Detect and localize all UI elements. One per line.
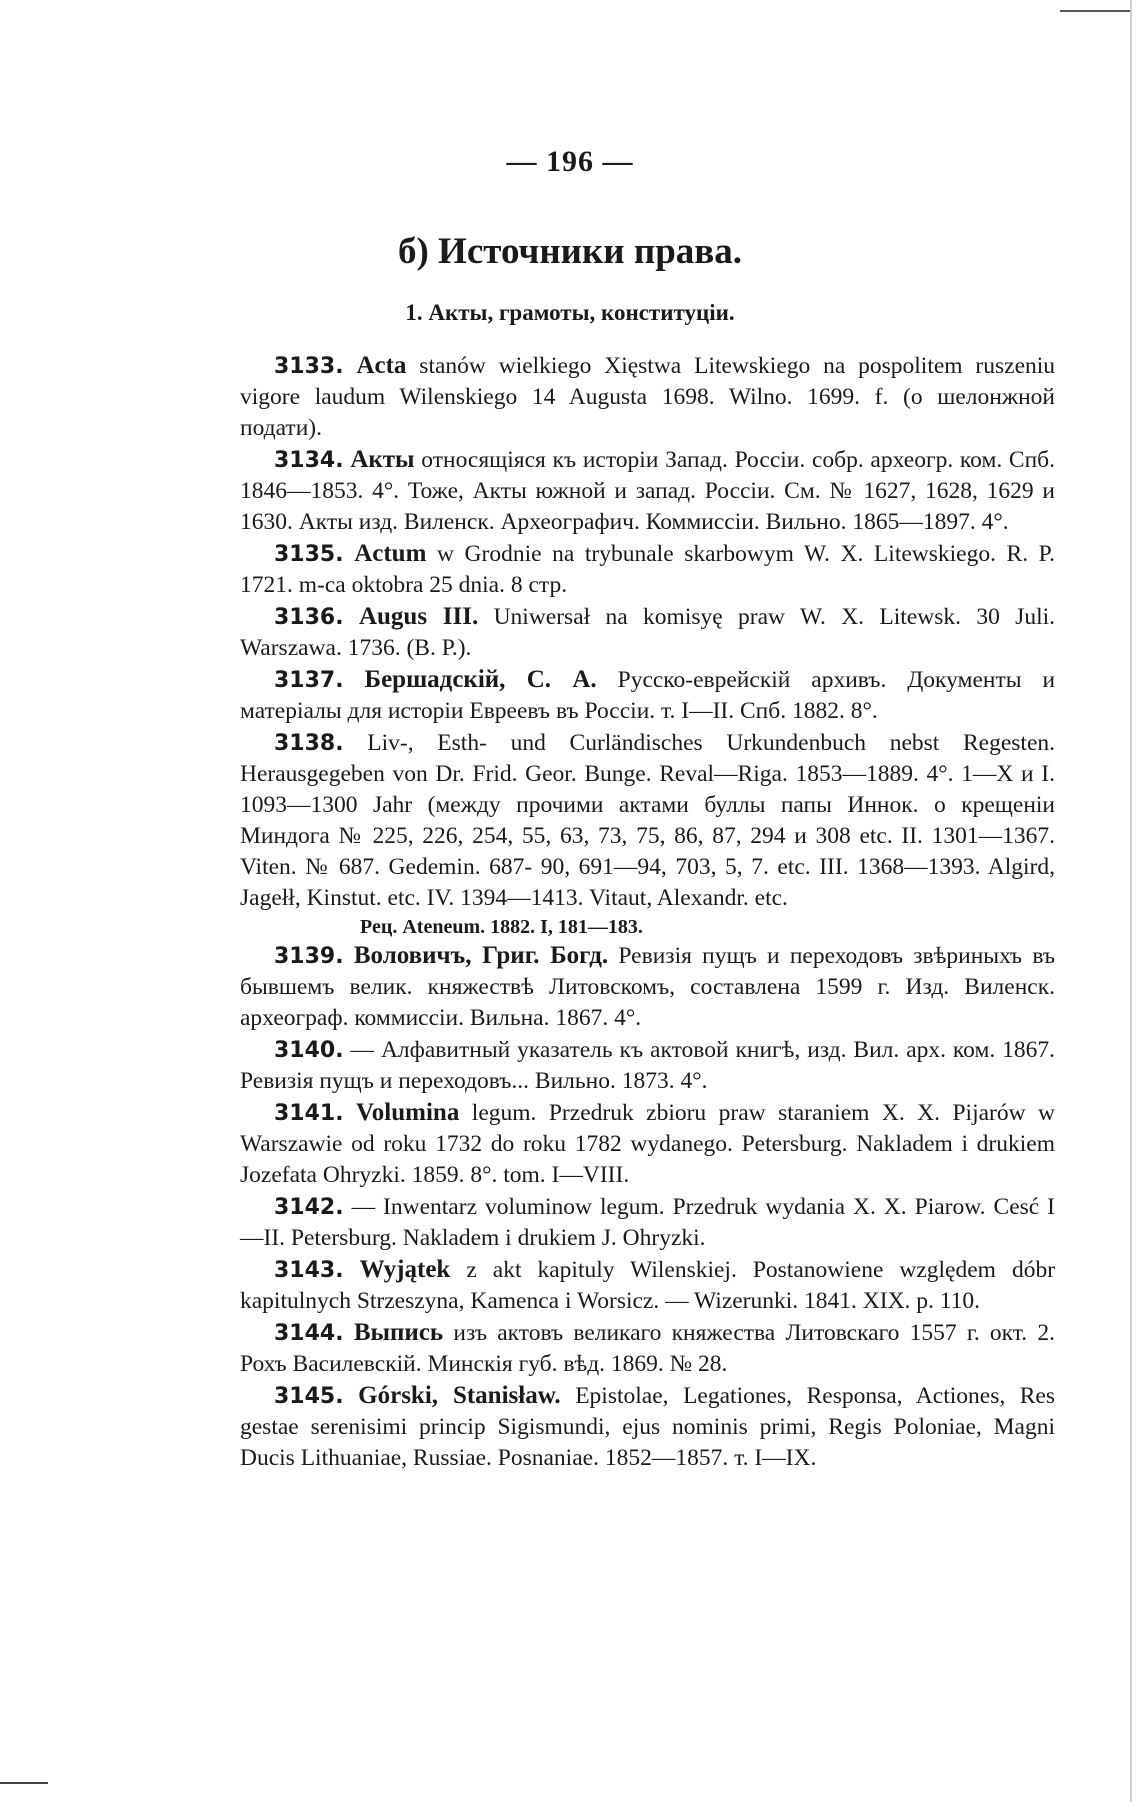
entry-3138	[240, 727, 1055, 914]
entry-number: 3135.	[274, 542, 344, 567]
entry-text: legum. Przedruk zbioru praw staraniem X. X. Pijarów w Warszawie od roku 1732 do roku 1782 wydanego. Petersburg. Nakladem i drukiem Jozefata Ohryzki. 1859. 8°. tom. I—VIII.	[240, 1100, 1055, 1188]
entry-3139	[240, 940, 1055, 1034]
entry-3141	[240, 1097, 1055, 1191]
entry-heading: Actum	[354, 540, 427, 567]
entry-text: — Inwentarz voluminow legum. Przedruk wydania X. X. Piarow. Cesć I—II. Petersburg. Nakladem i drukiem J. Ohryzki.	[240, 1194, 1056, 1251]
entry-text: stanów wielkiego Xięstwa Litewskiego na pospolitem ruszeniu vigore laudum Wilenskiego 14 Augusta 1698. Wilno. 1699. f. (о шелонжной подати).	[240, 353, 1056, 441]
entry-heading: Выпись	[353, 1319, 444, 1346]
entry-text: Liv-, Esth- und Curländisches Urkundenbuch nebst Regesten. Herausgegeben von Dr. Frid. Geor. Bunge. Reval—Riga. 1853—1889. 4°. 1—X и I. 1093—1300 Jahr (между прочими актами буллы папы Иннок. о крещеніи Миндога № 225, 226, 254, 55, 63, 73, 75, 86, 87, 294 и 308 etc. II. 1301—1367. Viten. № 687. Gedemin. 687- 90, 691—94, 703, 5, 7. etc. III. 1368—1393. Algird, Jagełł, Kinstut. etc. IV. 1394—1413. Vitaut, Alexandr. etc.	[240, 730, 1055, 911]
page-number: — 196 —	[506, 145, 634, 178]
entry-3142	[240, 1191, 1055, 1254]
entry-text: Uniwersał na komisyę praw W. X. Litewsk. 30 Juli. Warszawa. 1736. (В. Р.).	[240, 604, 1056, 661]
entry-3136	[240, 601, 1055, 664]
entry-3140	[240, 1034, 1055, 1097]
entry-number: 3133.	[274, 354, 344, 379]
entry-3144	[240, 1317, 1055, 1380]
bibliography-entries	[240, 350, 1055, 1474]
corner-scan-mark	[1060, 0, 1130, 12]
entry-number: 3145.	[274, 1384, 344, 1409]
entry-number: 3143.	[274, 1258, 344, 1283]
entry-3143	[240, 1254, 1055, 1317]
entry-3133	[240, 350, 1055, 444]
entry-heading: Акты	[350, 446, 415, 473]
subsection-title: 1. Акты, грамоты, конституціи.	[405, 300, 735, 325]
entry-heading: Бершадскій, С. А.	[364, 666, 597, 693]
entry-text: Epistolae, Legationes, Responsa, Actiones, Res gestae serenisimi princip Sigismundi, ejus nominis primi, Regis Poloniae, Magni Ducis Lithuaniae, Russiae. Posnaniae. 1852—1857. т. I—IX.	[240, 1383, 1056, 1471]
review-note: Рец. Ateneum. 1882. I, 181—183.	[360, 916, 643, 938]
bottom-scan-mark	[0, 1782, 48, 1784]
entry-3145	[240, 1380, 1055, 1474]
entry-heading: Wyjątek	[359, 1256, 451, 1283]
entry-text: относящіяся къ исторіи Запад. Россіи. собр. археогр. ком. Спб. 1846—1853. 4°. Тоже, Акты южной и запад. Россіи. См. № 1627, 1628, 1629 и 1630. Акты изд. Виленск. Археографич. Коммиссіи. Вильно. 1865—1897. 4°.	[240, 447, 1055, 535]
entry-text: Ревизія пущъ и переходовъ звѣриныхъ въ бывшемъ велик. княжествѣ Литовскомъ, составлена 1599 г. Изд. Виленск. археограф. коммиссіи. Вильна. 1867. 4°.	[240, 943, 1056, 1031]
entry-number: 3144.	[274, 1321, 344, 1346]
entry-text: z akt kapituly Wilenskiej. Postanowiene względem dóbr kapitulnych Strzeszyna, Kamenca i Worsicz. — Wizerunki. 1841. XIX. p. 110.	[240, 1257, 1056, 1314]
entry-number: 3136.	[274, 605, 344, 630]
entry-3134	[240, 444, 1055, 538]
entry-text: изъ актовъ великаго княжества Литовскаго 1557 г. окт. 2. Рохъ Василевскій. Минскія губ. вѣд. 1869. № 28.	[240, 1320, 1056, 1377]
entry-number: 3139.	[274, 944, 344, 969]
entry-heading: Augus III.	[358, 603, 479, 630]
section-title: б) Источники права.	[397, 231, 743, 272]
entry-number: 3138.	[274, 731, 344, 756]
entry-text: w Grodnie na trybunale skarbowym W. X. Litewskiego. R. P. 1721. m-ca oktobra 25 dnia. 8 стр.	[240, 541, 1056, 598]
entry-number: 3141.	[274, 1101, 344, 1126]
entry-text: Русско-еврейскій архивъ. Документы и матеріалы для исторіи Евреевъ въ Россіи. т. I—II. Спб. 1882. 8°.	[240, 667, 1056, 724]
entry-heading: Volumina	[356, 1099, 460, 1126]
entry-text: — Алфавитный указатель къ актовой книгѣ, изд. Вил. арх. ком. 1867. Ревизія пущъ и переходовъ... Вильно. 1873. 4°.	[240, 1037, 1056, 1094]
entry-number: 3137.	[274, 668, 344, 693]
entry-number: 3142.	[274, 1195, 344, 1220]
entry-3137	[240, 664, 1055, 727]
entry-number: 3140.	[274, 1038, 344, 1063]
entry-3135	[240, 538, 1055, 601]
entry-heading: Górski, Stanisław.	[358, 1382, 561, 1409]
entry-heading: Acta	[356, 352, 407, 379]
entry-heading: Воловичъ, Григ. Богд.	[353, 942, 609, 969]
entry-number: 3134.	[274, 448, 344, 473]
